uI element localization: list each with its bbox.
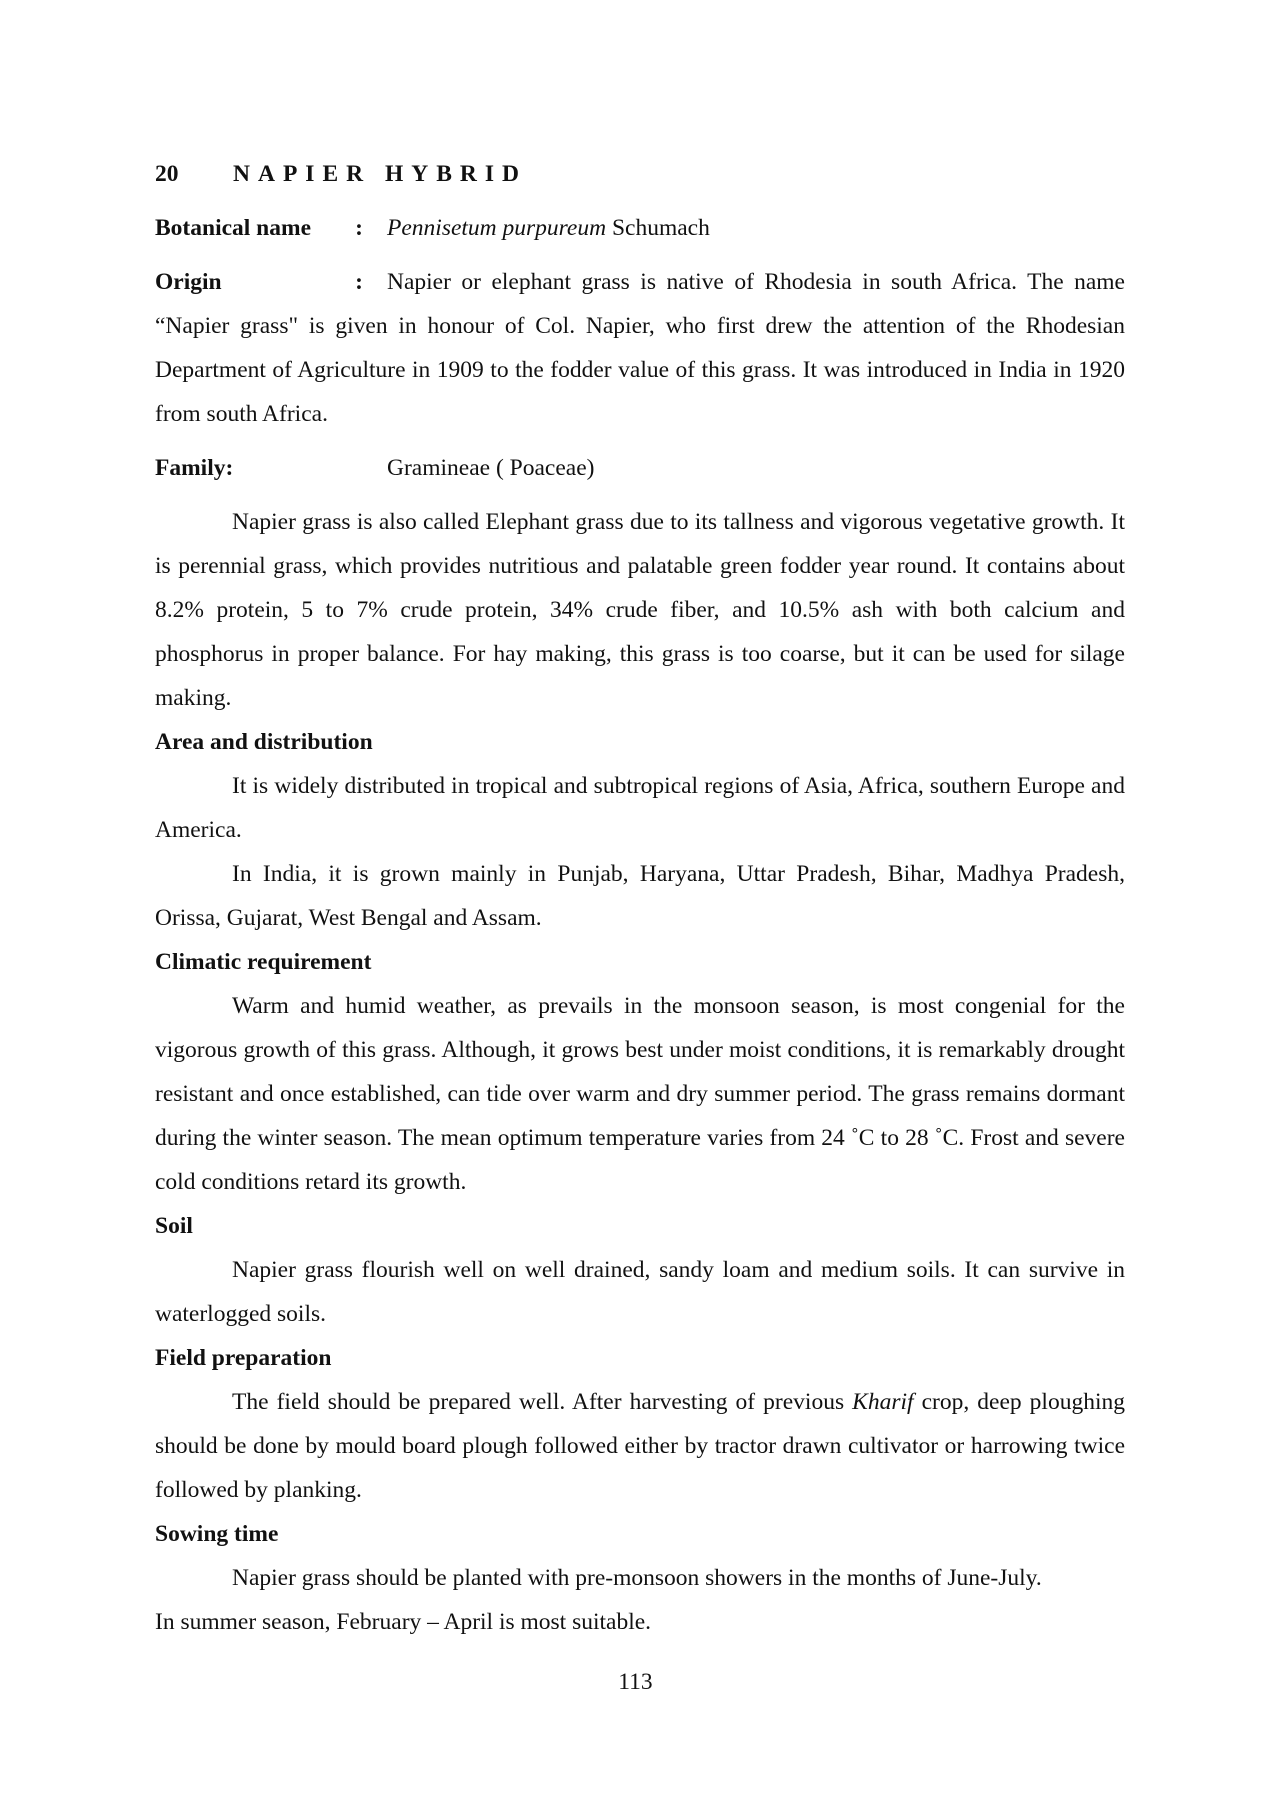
botanical-name-colon: : xyxy=(355,215,363,241)
section-heading-field-preparation: Field preparation xyxy=(155,1345,332,1371)
family-value: Gramineae ( Poaceae) xyxy=(387,455,595,481)
origin-colon: : xyxy=(355,269,363,295)
botanical-name-italic: Pennisetum purpureum xyxy=(387,215,607,241)
field-preparation-paragraph xyxy=(155,1380,1125,1512)
family-row xyxy=(155,446,1125,490)
field-text-before: The field should be prepared well. After harvesting of previous xyxy=(232,1389,853,1415)
area-paragraph-2: In India, it is grown mainly in Punjab, Haryana, Uttar Pradesh, Bihar, Madhya Pradesh, Orissa, Gujarat, West Bengal and Assam. xyxy=(155,861,1125,931)
section-heading-sowing-time: Sowing time xyxy=(155,1521,279,1547)
botanical-name-row xyxy=(155,206,1125,250)
botanical-name-label: Botanical name xyxy=(155,215,312,241)
field-text-after: crop, deep ploughing should be done by mould board plough followed either by tractor drawn cultivator or harrowing twice followed by planking. xyxy=(155,1389,1125,1503)
chapter-number: 20 xyxy=(155,161,179,187)
chapter-title: NAPIER HYBRID xyxy=(233,161,527,187)
family-label: Family: xyxy=(155,455,234,481)
botanical-author: Schumach xyxy=(606,215,710,241)
area-paragraph-1: It is widely distributed in tropical and subtropical regions of Asia, Africa, southern Europe and America. xyxy=(155,773,1125,843)
climate-paragraph: Warm and humid weather, as prevails in the monsoon season, is most congenial for the vigorous growth of this grass. Although, it grows best under moist conditions, it is remarkably drought resistant and once established, can tide over warm and dry summer period. The grass remains dormant during the winter season. The mean optimum temperature varies from 24 ˚C to 28 ˚C. Frost and severe cold conditions retard its growth. xyxy=(155,993,1125,1195)
intro-paragraph: Napier grass is also called Elephant grass due to its tallness and vigorous vegetative growth. It is perennial grass, which provides nutritious and palatable green fodder year round. It contains about 8.2% protein, 5 to 7% crude protein, 34% crude fiber, and 10.5% ash with both calcium and phosphorus in proper balance. For hay making, this grass is too coarse, but it can be used for silage making. xyxy=(155,509,1125,711)
sowing-paragraph-1: Napier grass should be planted with pre-monsoon showers in the months of June-July. xyxy=(232,1565,1042,1591)
section-heading-climate: Climatic requirement xyxy=(155,949,372,975)
kharif-italic: Kharif xyxy=(852,1389,914,1415)
chapter-heading xyxy=(155,152,1125,196)
soil-paragraph: Napier grass flourish well on well drained, sandy loam and medium soils. It can survive in waterlogged soils. xyxy=(155,1257,1125,1327)
document-page xyxy=(155,152,1125,1644)
origin-text: Napier or elephant grass is native of Rhodesia in south Africa. The name “Napier grass" is given in honour of Col. Napier, who first drew the attention of the Rhodesian Department of Agriculture in 1909 to the fodder value of this grass. It was introduced in India in 1920 from south Africa. xyxy=(155,269,1125,427)
sowing-paragraph-2: In summer season, February – April is most suitable. xyxy=(155,1609,652,1635)
section-heading-soil: Soil xyxy=(155,1213,193,1239)
page-number: 113 xyxy=(618,1669,653,1695)
section-heading-area: Area and distribution xyxy=(155,729,373,755)
origin-label: Origin xyxy=(155,269,222,295)
origin-paragraph xyxy=(155,260,1125,436)
